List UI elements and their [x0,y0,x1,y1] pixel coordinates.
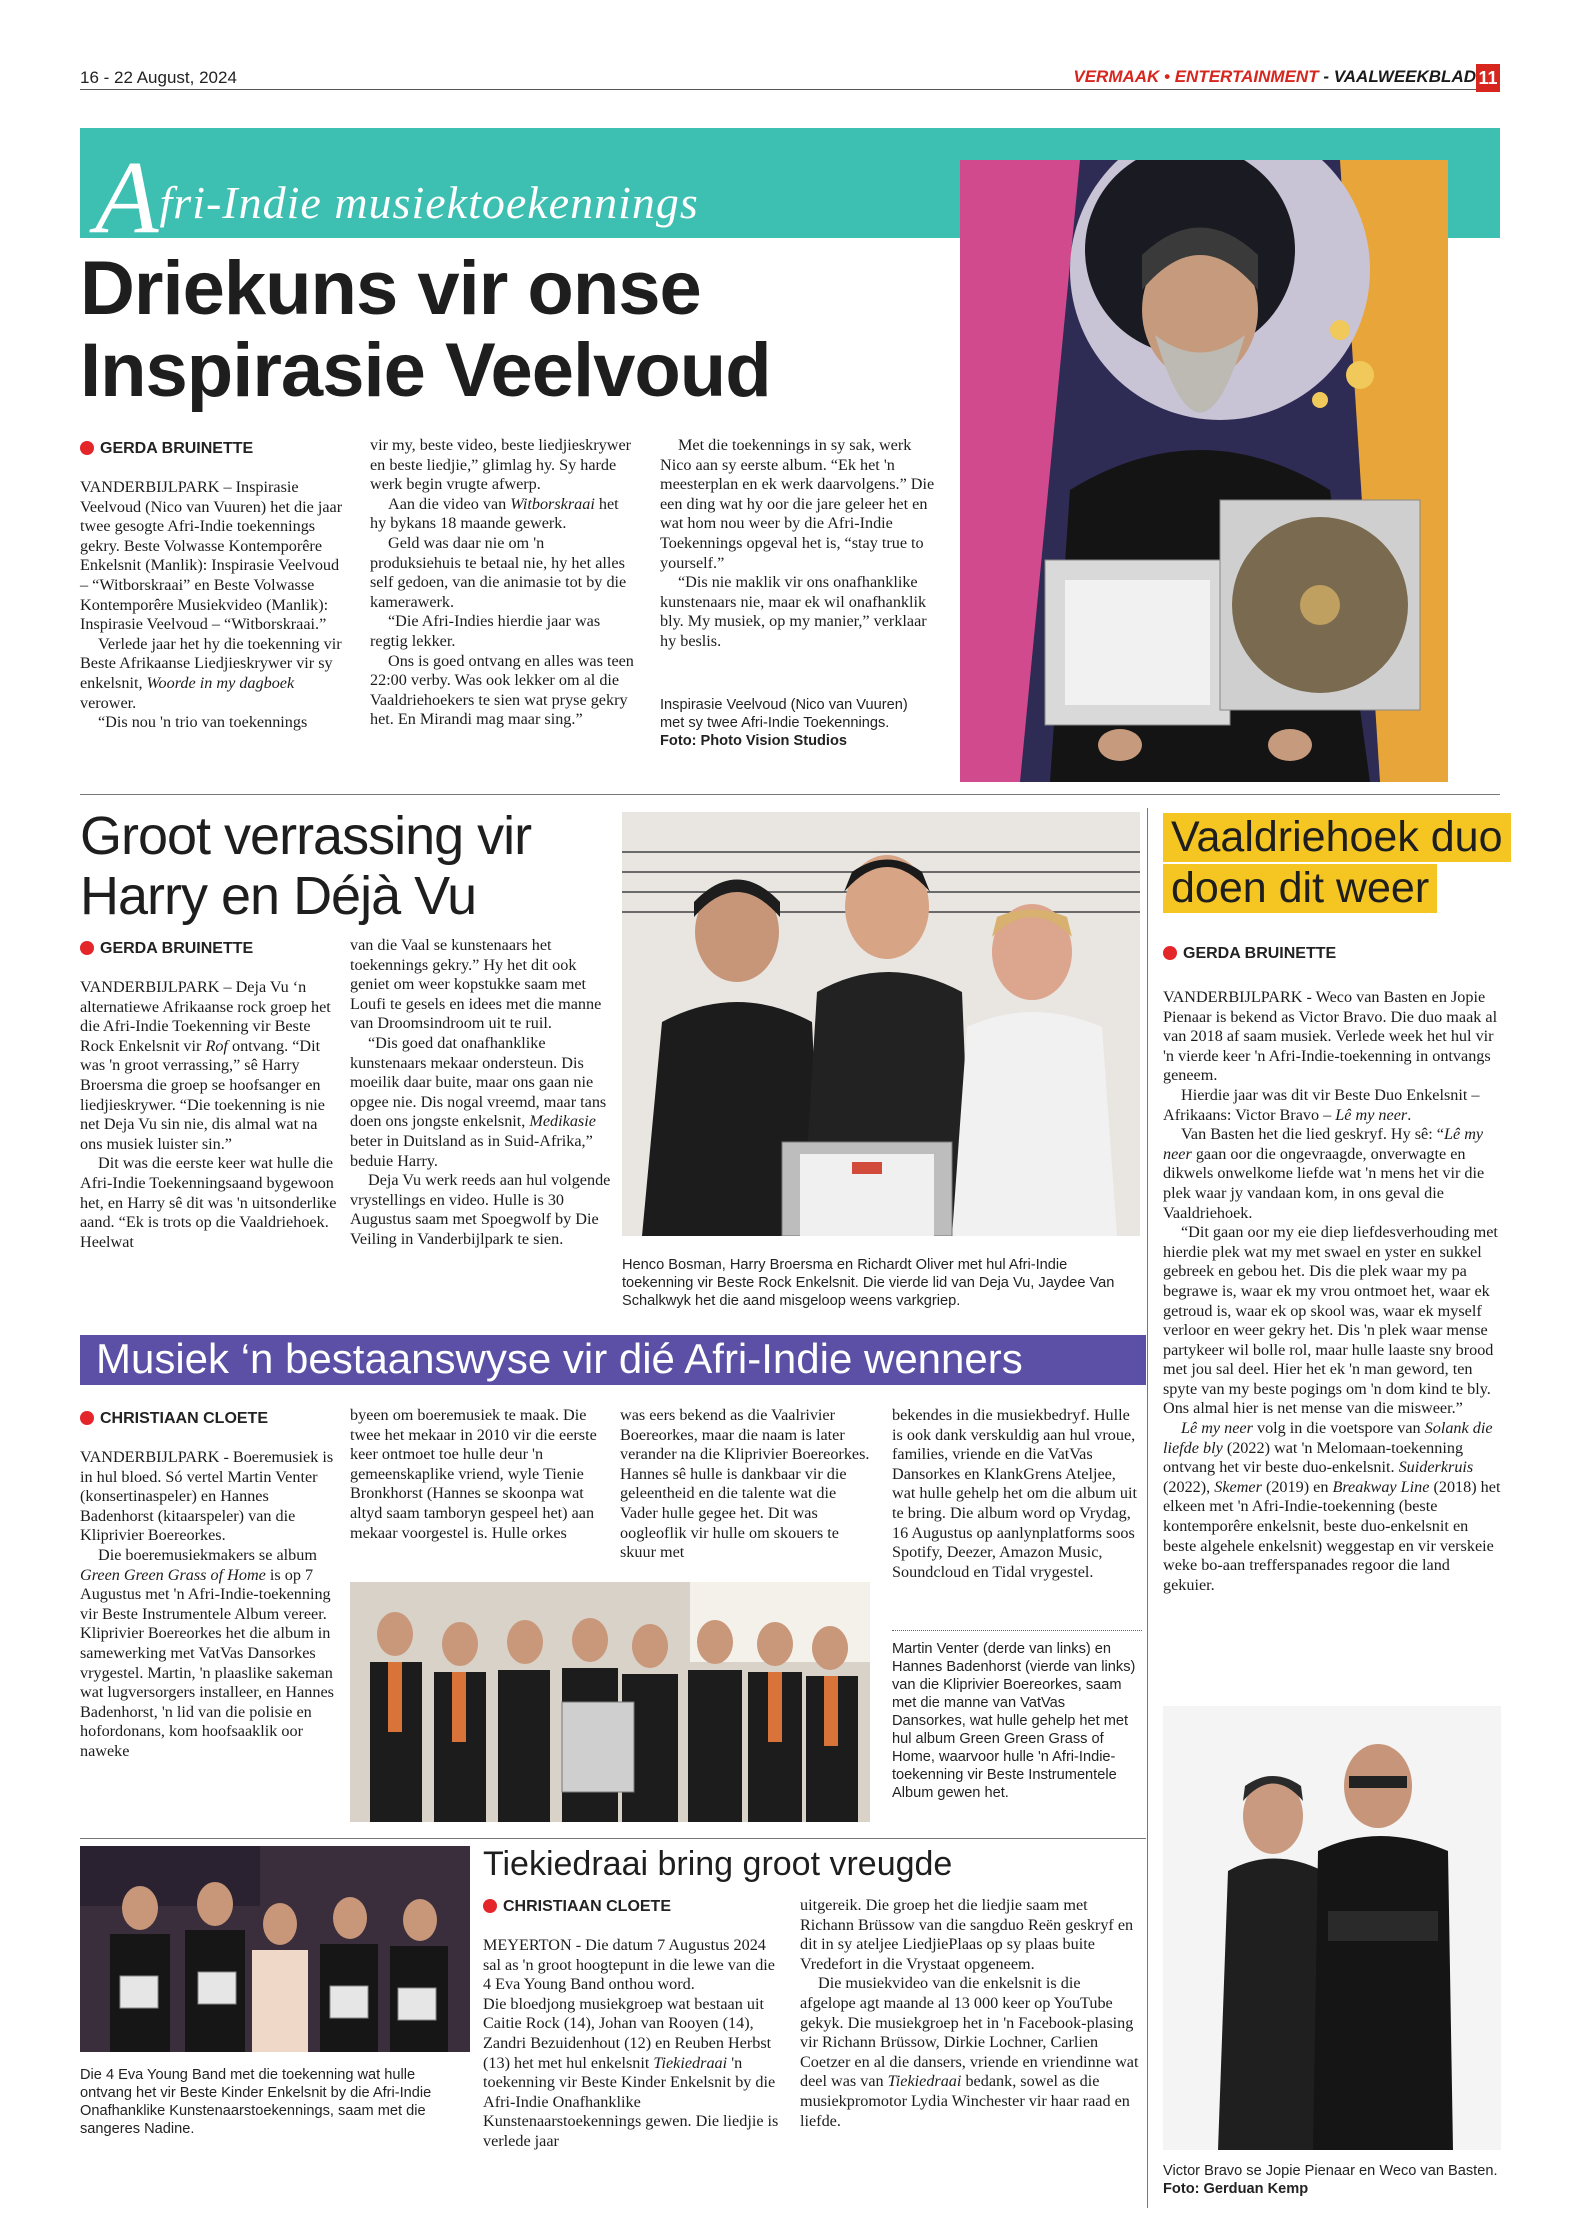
text-run: Verlede jaar het hy die toekenning vir Beste Afrikaanse Liedjieskrywer vir sy enkelsnit, [80,634,342,692]
text-run: . [1407,1105,1412,1124]
text-italic: Tiekiedraai [887,2072,962,2091]
text-italic: Green Green Grass of Home [80,1565,266,1584]
text-run: (2018) het elkeen met 'n Afri-Indie-toekenning (beste kontemporêre enkelsnit, beste duo-enkelsnit en beste algehele enkelsnit) weggestap en vir verskeie weke bo-aan trefferspanades regoor die land gekuier. [1163,1477,1501,1594]
photo-victor-bravo [1163,1706,1501,2150]
paragraph [1163,1125,1501,1223]
banner-rest: fri-Indie musiektoekennings [159,177,699,228]
text-italic: Rof [205,1036,228,1055]
text-run: (2022), [1163,1477,1215,1496]
story2-col1 [80,978,342,1252]
text-run: gaan oor die ongevraagde, onverwagte en dikwels onwelkome liefde wat 'n mens het vir die plek waar jy vandaan kom, in ons geval die Vaaldriehoek. [1163,1144,1485,1222]
story4-col3 [620,1406,870,1563]
text-run: Hierdie jaar was dit vir Beste Duo Enkelsnit – Afrikaans: Victor Bravo – [1163,1085,1480,1124]
story4-caption [892,1640,1142,1802]
photo-4-eva-young-band [80,1846,470,2052]
section-title [1073,67,1476,87]
paragraph: Ons is goed ontvang en alles was teen 22:00 verby. Was ook lekker om al die Vaaldriehoekers te sien wat pryse gekry het. En Mirandi mag maar sing.” [370,651,634,729]
story4-col4 [892,1406,1142,1582]
story4-byline [80,1410,268,1428]
story4-col2 [350,1406,600,1543]
page-number: 11 [1476,64,1500,92]
text-run: VANDERBIJLPARK – Deja Vu ‘n alternatiewe Afrikaanse rock groep het die Afri-Indie Toekenning vir Beste Rock Enkelsnit vir [80,978,331,1055]
text-run: 'n toekenning vir Beste Kinder Enkelsnit by die Afri-Indie Onafhanklike Kunstenaarstoekennings gewen. Die liedjie is verlede jaar [483,2053,779,2150]
byline-text: CHRISTIAAN CLOETE [503,1898,671,1915]
paragraph: byeen om boeremusiek te maak. Die twee het mekaar in 2010 vir die eerste keer ontmoet toe hulle deur 'n gemeenskaplike vriend, wyle Tienie Bronkhorst (Hannes se skoonpa wat altyd saam tamboryn gespeel het) aan mekaar voorgestel is. Hulle orkes [350,1406,597,1542]
text-run: verower. [80,693,137,712]
story5-col2 [800,1896,1140,2131]
divider [80,1838,1146,1839]
text-run: het hy bykans 18 maande gewerk. [370,494,619,533]
paragraph: vir my, beste video, beste liedjieskrywer en beste liedjie,” glimlag hy. Sy harde werk begin vrugte afwerp. [370,436,632,494]
text-italic: Suiderkruis [1398,1458,1474,1477]
paragraph: “Dis nou 'n trio van toekennings [98,713,308,732]
page-date: 16 - 22 August, 2024 [80,68,237,87]
text-run: “Dis goed dat onafhanklike kunstenaars mekaar ondersteun. Dis moeilik daar buite, maar ons gaan nie opgee nie. Dis nogal vreemd, maar tans doen ons jongste enkelsnit, [350,1033,607,1131]
photo-inspirasie-veelvoud [960,160,1448,782]
text-run: beter in Duitsland as in Suid-Afrika,” beduie Harry. [350,1131,593,1170]
text-italic: Lê my neer [1163,1125,1484,1163]
paragraph [1163,1086,1501,1125]
story5-byline [483,1898,671,1916]
byline-dot-icon [80,1411,94,1425]
section-label: VERMAAK • ENTERTAINMENT [1073,67,1319,86]
byline-text: GERDA BRUINETTE [1183,945,1337,962]
story2-caption [622,1256,1142,1310]
text-run: volg in die voetspore van [1252,1419,1425,1438]
photo-kliprivier-boereorkes [350,1582,870,1822]
paragraph: Geld was daar nie om 'n produksiehuis te betaal nie, hy het alles self gedoen, van die animasie tot by die kamerawerk. [370,533,627,611]
paragraph: VANDERBIJLPARK – Inspirasie Veelvoud (Nico van Vuuren) het die jaar twee gesogte Afri-Indie toekennings gekry. Beste Volwasse Kontemporêre Enkelsnit (Manlik): Inspirasie Veelvoud – “Witborskraai” en Beste Volwasse Kontemporêre Musiekvideo (Manlik): Inspirasie Veelvoud – “Witborskraai.” [80,478,343,634]
text-italic: Solank die liefde bly [1163,1419,1493,1457]
story3-byline [1163,945,1336,963]
header-rule [80,89,1498,90]
paragraph: was eers bekend as die Vaalrivier Boereorkes, maar die naam is later verander na die Kliprivier Boereorkes. Hannes sê hulle is dankbaar vir die geleentheid en die talente wat die Vader hulle gegee het. Dit was oogleoflik vir hulle om skouers te skuur met [620,1406,870,1562]
paragraph: VANDERBIJLPARK - Weco van Basten en Jopie Pienaar is bekend as Victor Bravo. Die duo maak al van 2018 af saam musiek. Verlede week het hul vir 'n vierde keer 'n Afri-Indie-toekenning in ontvangs geneem. [1163,988,1498,1085]
text-run: ontvang. “Dit was 'n groot verrassing,” sê Harry Broersma die groep se hoofsanger en liedjieskrywer. “Die toekenning is nie net Deja Vu sin nie, dis almal wat na ons musiek luister sin.” [80,1036,325,1153]
text-run: Van Basten het die lied geskryf. Hy sê: “ [1181,1125,1444,1144]
caption-text: Martin Venter (derde van links) en Hannes Badenhorst (vierde van links) van die Kliprivier Boereorkes, saam met die manne van VatVas Dansorkes, wat hulle gehelp het met hul album Green Green Grass of Home, waarvoor hulle 'n Afri-Indie-toekenning vir Beste Instrumentele Album gewen het. [892,1641,1136,1801]
dotted-divider [892,1630,1142,1631]
photo-credit: Foto: Photo Vision Studios [660,733,847,749]
paragraph [80,978,342,1154]
paragraph: bekendes in die musiekbedryf. Hulle is ook dank verskuldig aan hul vroue, families, vriende en die VatVas Dansorkes en KlankGrens Ateljee, wat hulle gehelp het om die album uit te bring. Die album word op Vrydag, 16 Augustus op aanlynplatforms soos Spotify, Deezer, Amazon Music, Soundcloud en Tidal vrygestel. [892,1406,1138,1581]
story2-col2 [350,936,612,1250]
story1-byline [80,440,253,458]
text-italic: Skemer [1214,1477,1262,1496]
story1-col3 [660,436,942,652]
column-divider [1147,808,1148,2208]
paragraph: van die Vaal se kunstenaars het toekennings gekry.” Hy het dit ook geniet om weer kopstukke saam met Loufi te gesels en idees met die manne van Droomsindroom uit te ruil. [350,936,602,1033]
paragraph [1163,1419,1501,1595]
byline-dot-icon [483,1899,497,1913]
paragraph: “Die Afri-Indies hierdie jaar was regtig lekker. [370,612,601,650]
paragraph: MEYERTON - Die datum 7 Augustus 2024 sal as 'n groot hoogtepunt in die lewe van die 4 Eva Young Band onthou word. [483,1936,775,1994]
byline-dot-icon [80,941,94,955]
text-italic: Lê my neer [1335,1105,1408,1124]
story5-headline: Tiekiedraai bring groot vreugde [483,1845,953,1883]
story3-headline-line1: Vaaldriehoek duo [1171,813,1503,861]
caption-text: Die 4 Eva Young Band met die toekenning wat hulle ontvang het vir Beste Kinder Enkelsnit by die Afri-Indie Onafhanklike Kunstenaarstoekennings, saam met die sangeres Nadine. [80,2067,432,2137]
story2-headline-line2: Harry en Déjà Vu [80,866,477,927]
story3-headline-line2: doen dit weer [1171,864,1430,912]
story3-caption [1163,2162,1501,2198]
paragraph: “Dit gaan oor my eie diep liefdesverhouding met hierdie plek wat my met swael en yster en sukkel gebreek en gebou het. Dis die plek waar my pa begrawe is, waar ek my vrou ontmoet het, waar ek getroud is, waar ek op skool was, waar ek myself verloor en weer gekry het. Dis 'n plek waar mense partykeer wil bolle rol, maar hulle laaste sny brood met jou sal deel. Hier het ek 'n man geword, ten spyte van my beste pogings om 'n dom kind te bly. Ons almal hier is net mense van die misweer.” [1163,1223,1498,1418]
paragraph: Met die toekennings in sy sak, werk Nico aan sy eerste album. “Ek het 'n meesterplan en ek werk daarvolgens.” Die een ding wat hy oor die jare geleer het en wat hom nou weer by die Afri-Indie Toekennings opgeval het is, “stay true to yourself.” [660,436,935,572]
text-italic: Witborskraai [510,494,595,513]
text-run: (2019) en [1261,1477,1333,1496]
text-italic: Woorde in my dagboek [146,673,295,692]
story5-caption [80,2066,470,2138]
paragraph [80,635,345,713]
paragraph [800,1974,1140,2131]
story3-headline-2 [1163,864,1437,913]
text-italic: Breakway Line [1332,1477,1430,1496]
story3-col [1163,988,1501,1595]
text-italic: Tiekiedraai [653,2053,728,2072]
story1-col2 [370,436,635,730]
story3-headline [1163,813,1511,862]
byline-dot-icon [1163,946,1177,960]
paper-name: - VAALWEEKBLAD [1318,67,1476,86]
story2-byline [80,940,253,958]
divider [80,794,1500,795]
story5-col1 [483,1936,783,2152]
story1-headline-line2: Inspirasie Veelvoud [80,328,771,414]
paragraph [350,1034,612,1171]
story4-headline: Musiek ‘n bestaanswyse vir dié Afri-Indie wenners [96,1335,1023,1382]
banner-title [95,138,699,257]
story1-col1 [80,478,345,733]
byline-text: CHRISTIAAN CLOETE [100,1410,268,1427]
paragraph [80,1546,335,1762]
text-run: Die boeremusiekmakers se album [98,1545,317,1564]
text-run: Aan die video van [388,494,511,513]
caption-text: Henco Bosman, Harry Broersma en Richardt Oliver met hul Afri-Indie toekenning vir Beste Rock Enkelsnit. Die vierde lid van Deja Vu, Jaydee Van Schalkwyk het die aand misgeloop weens varkgriep. [622,1257,1115,1309]
story1-headline [80,248,771,412]
text-italic: Medikasie [529,1112,596,1131]
text-run: bedank, sowel as die musiekpromotor Lydia Winchester vir haar raad en liefde. [800,2072,1130,2130]
paragraph: Dit was die eerste keer wat hulle die Afri-Indie Toekenningsaand bygewoon het, en Harry sê dit was 'n uitsonderlike aand. “Ek is trots op die Vaaldriehoek. Heelwat [80,1154,337,1251]
paragraph: “Dis nie maklik vir ons onafhanklike kunstenaars nie, maar ek wil onafhanklik bly. My musiek, op my manier,” verklaar hy beslis. [660,573,927,650]
banner-initial: A [95,140,160,255]
byline-text: GERDA BRUINETTE [100,440,254,457]
story2-headline-line1: Groot verrassing vir [80,806,532,866]
text-run: (2022) wat 'n Melomaan-toekenning ontvang het vir beste duo-enkelsnit. [1163,1438,1464,1477]
text-run: Die musiekvideo van die enkelsnit is die afgelope agt maande al 13 000 keer op YouTube gekyk. Die musiekgroep het in 'n Facebook-plasing vir Richann Brüssow, Dirkie Lochner, Carlien Coetzer en al die dansers, vriende en vriendinne wat deel was van [800,1974,1139,2091]
story1-headline-line1: Driekuns vir onse [80,246,701,331]
byline-text: GERDA BRUINETTE [100,940,254,957]
paragraph: Deja Vu werk reeds aan hul volgende vrystellings en video. Hulle is 30 Augustus saam met Spoegwolf by Die Veiling in Vanderbijlpark te sien. [350,1171,611,1248]
paragraph: VANDERBIJLPARK - Boeremusiek is in hul bloed. Só vertel Martin Venter (konsertinaspeler) en Hannes Badenhorst (kitaarspeler) van die Kliprivier Boereorkes. [80,1448,334,1545]
photo-credit: Foto: Gerduan Kemp [1163,2181,1309,2197]
byline-dot-icon [80,441,94,455]
story1-caption [660,696,910,750]
text-run: Die bloedjong musiekgroep wat bestaan uit Caitie Rock (14), Johan van Rooyen (14), Zandri Bezuidenhout (12) en Reuben Herbst (13) het met hul enkelsnit [483,1994,772,2072]
story4-col1 [80,1448,335,1762]
text-run: is op 7 Augustus met 'n Afri-Indie-toekenning vir Beste Instrumentele Album vereer. Kliprivier Boereorkes het die album in samewerking met VatVas Dansorkes vrygestel. Martin, 'n plaaslike sakeman wat lugversorgers installeer, en Hannes Badenhorst, 'n lid van die polisie en hofordonans, kom hoofsaaklik oor naweke [80,1565,334,1760]
caption-text: Inspirasie Veelvoud (Nico van Vuuren) met sy twee Afri-Indie Toekennings. [660,697,908,731]
photo-deja-vu [622,812,1140,1236]
story2-headline [80,806,531,927]
paragraph [370,495,635,534]
text-italic: Lê my neer [1181,1419,1253,1438]
paragraph [483,1995,783,2152]
paragraph: uitgereik. Die groep het die liedjie saam met Richann Brüssow van die sangduo Reën geskryf en dit in sy ateljee LiedjiePlaas op sy plaas buite Vredefort in die Vrystaat opgeneem. [800,1896,1134,1973]
caption-text: Victor Bravo se Jopie Pienaar en Weco van Basten. [1163,2163,1498,2179]
